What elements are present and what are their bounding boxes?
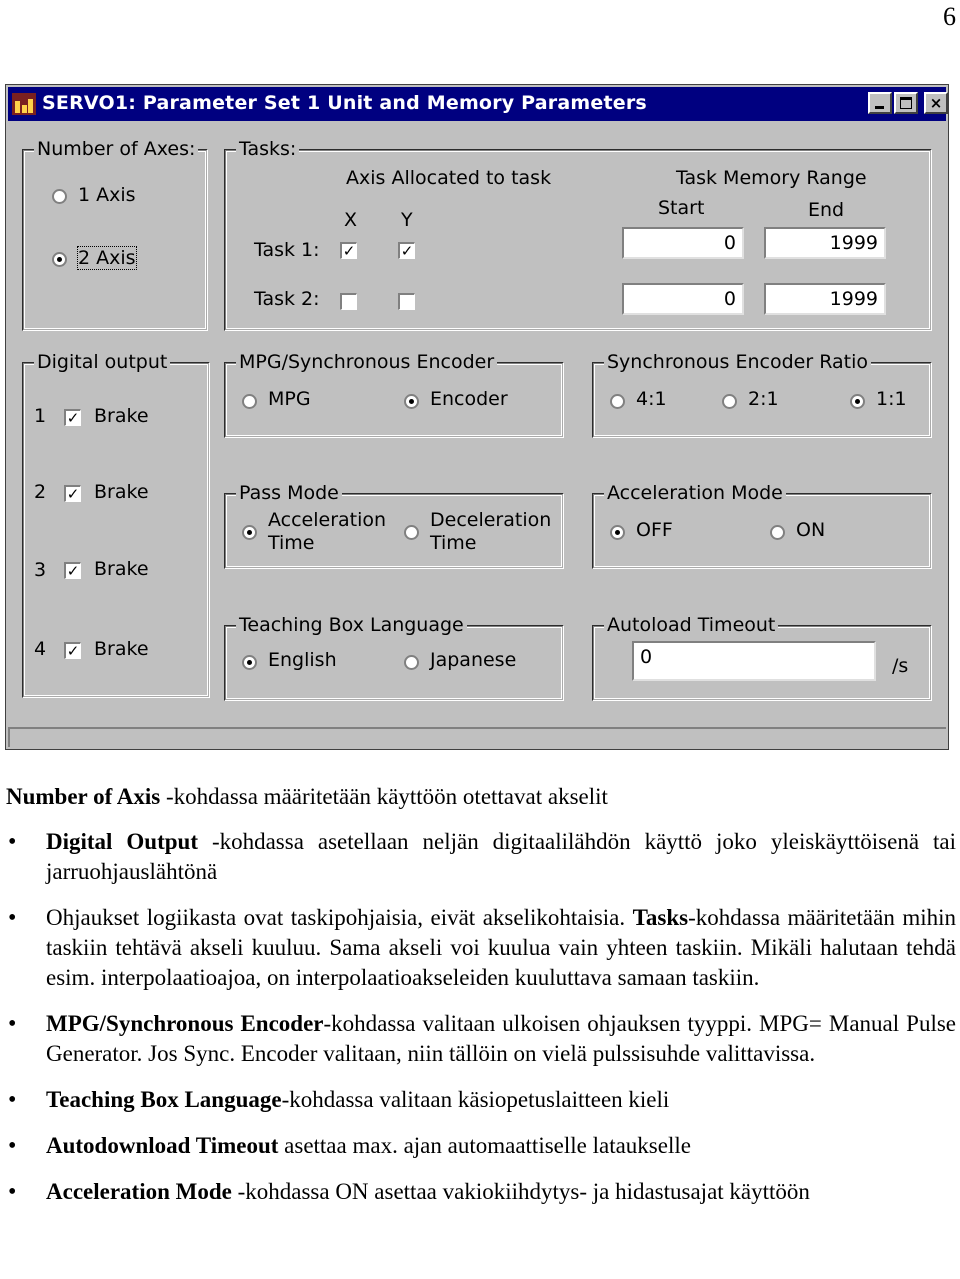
bullet-list (6, 827, 956, 1207)
mpg-encoder-title: MPG/Synchronous Encoder (236, 351, 497, 373)
memory-range-label: Task Memory Range (676, 167, 867, 189)
end-label: End (808, 199, 845, 221)
parameter-dialog (5, 84, 949, 750)
output-4-checkbox[interactable]: ✓ (64, 642, 81, 659)
acceleration-time-label: Acceleration Time (268, 509, 387, 554)
ratio-4-1-radio[interactable] (610, 394, 625, 409)
task-2-x-checkbox[interactable] (340, 293, 357, 310)
mpg-label: MPG (268, 388, 311, 410)
output-1-label: Brake (94, 405, 149, 427)
accel-off-radio[interactable] (610, 525, 625, 540)
tasks-group (224, 138, 932, 331)
axis-2-radio[interactable] (52, 252, 67, 267)
output-3-number: 3 (34, 559, 47, 581)
mpg-radio[interactable] (242, 394, 257, 409)
axis-1-radio[interactable] (52, 189, 67, 204)
bullet-tasks: • Ohjaukset logiikasta ovat taskipohjaisia, eivät akselikohtaisia. Tasks-kohdassa määritetään mihin taskiin tehtävä akseli kuuluu. Sama akseli voi kuulua vain yhteen taskiin. Mikäli halutaan tehdä esim. interpolaatioajoa, on interpolaatioakseleiden kuuluttava samaan taskiin. (6, 903, 956, 993)
encoder-radio[interactable] (404, 394, 419, 409)
axis-allocated-label: Axis Allocated to task (346, 167, 552, 189)
task-2-start-field[interactable]: 0 (622, 283, 744, 315)
pass-mode-group (224, 482, 564, 569)
window-title: SERVO1: Parameter Set 1 Unit and Memory Parameters (42, 92, 647, 114)
title-bar[interactable] (8, 87, 946, 121)
output-3-checkbox[interactable]: ✓ (64, 562, 81, 579)
maximize-button[interactable] (894, 92, 918, 114)
number-of-axes-group (22, 138, 208, 331)
autoload-unit-label: /s (892, 655, 909, 677)
output-4-label: Brake (94, 638, 149, 660)
digital-output-group (22, 351, 210, 698)
japanese-radio[interactable] (404, 655, 419, 670)
accel-on-radio[interactable] (770, 525, 785, 540)
output-2-label: Brake (94, 481, 149, 503)
close-button[interactable]: × (924, 92, 948, 114)
output-4-number: 4 (34, 638, 47, 660)
axis-1-label: 1 Axis (78, 184, 136, 206)
deceleration-time-radio[interactable] (404, 525, 419, 540)
task-2-y-checkbox[interactable] (398, 293, 415, 310)
task-2-end-field[interactable]: 1999 (764, 283, 886, 315)
sync-ratio-title: Synchronous Encoder Ratio (604, 351, 871, 373)
output-2-checkbox[interactable]: ✓ (64, 485, 81, 502)
autoload-group (592, 614, 932, 701)
sync-ratio-group (592, 351, 932, 438)
task-1-x-checkbox[interactable]: ✓ (340, 242, 357, 259)
ratio-1-1-label: 1:1 (876, 388, 907, 410)
ratio-2-1-label: 2:1 (748, 388, 779, 410)
ratio-1-1-radio[interactable] (850, 394, 865, 409)
axis-x-label: X (344, 209, 358, 231)
ratio-2-1-radio[interactable] (722, 394, 737, 409)
minimize-button[interactable] (868, 92, 892, 114)
language-group (224, 614, 564, 701)
language-title: Teaching Box Language (236, 614, 467, 636)
axis-y-label: Y (401, 209, 413, 231)
bullet-language: • Teaching Box Language-kohdassa valitaan käsiopetuslaitteen kieli (6, 1085, 956, 1115)
autoload-title: Autoload Timeout (604, 614, 778, 636)
ratio-4-1-label: 4:1 (636, 388, 667, 410)
digital-output-title: Digital output (34, 351, 170, 373)
tasks-title: Tasks: (236, 138, 299, 160)
app-icon (12, 93, 36, 115)
intro-paragraph: Number of Axis -kohdassa määritetään käyttöön otettavat akselit (6, 784, 608, 809)
accel-on-label: ON (796, 519, 826, 541)
acceleration-mode-group (592, 482, 932, 569)
deceleration-time-label: Deceleration Time (430, 509, 552, 554)
task-2-label: Task 2: (254, 288, 320, 310)
acceleration-mode-title: Acceleration Mode (604, 482, 786, 504)
accel-off-label: OFF (636, 519, 673, 541)
encoder-label: Encoder (430, 388, 508, 410)
bullet-digital-output: • Digital Output -kohdassa asetellaan neljän digitaalilähdön käyttö joko yleiskäyttöisenä tai jarruohjauslähtönä (6, 827, 956, 887)
task-1-y-checkbox[interactable]: ✓ (398, 242, 415, 259)
number-of-axes-title: Number of Axes: (34, 138, 198, 160)
page-number: 6 (943, 2, 956, 31)
start-label: Start (658, 197, 705, 219)
description-text (6, 782, 956, 1223)
status-bar (8, 727, 946, 747)
output-3-label: Brake (94, 558, 149, 580)
english-radio[interactable] (242, 655, 257, 670)
task-1-start-field[interactable]: 0 (622, 227, 744, 259)
bullet-mpg: • MPG/Synchronous Encoder-kohdassa valitaan ulkoisen ohjauksen tyyppi. MPG= Manual Pulse Generator. Jos Sync. Encoder valitaan, niin tällöin on vielä pulssisuhde valittavissa. (6, 1009, 956, 1069)
task-1-label: Task 1: (254, 239, 320, 261)
output-1-checkbox[interactable]: ✓ (64, 409, 81, 426)
output-1-number: 1 (34, 405, 47, 427)
output-2-number: 2 (34, 481, 47, 503)
task-1-end-field[interactable]: 1999 (764, 227, 886, 259)
pass-mode-title: Pass Mode (236, 482, 342, 504)
acceleration-time-radio[interactable] (242, 525, 257, 540)
bullet-autodownload: • Autodownload Timeout asettaa max. ajan automaattiselle lataukselle (6, 1131, 956, 1161)
axis-2-label: 2 Axis (78, 247, 136, 269)
japanese-label: Japanese (430, 649, 517, 671)
english-label: English (268, 649, 337, 671)
autoload-timeout-field[interactable]: 0 (632, 641, 876, 681)
mpg-encoder-group (224, 351, 564, 438)
bullet-acceleration: • Acceleration Mode -kohdassa ON asettaa vakiokiihdytys- ja hidastusajat käyttöön (6, 1177, 956, 1207)
